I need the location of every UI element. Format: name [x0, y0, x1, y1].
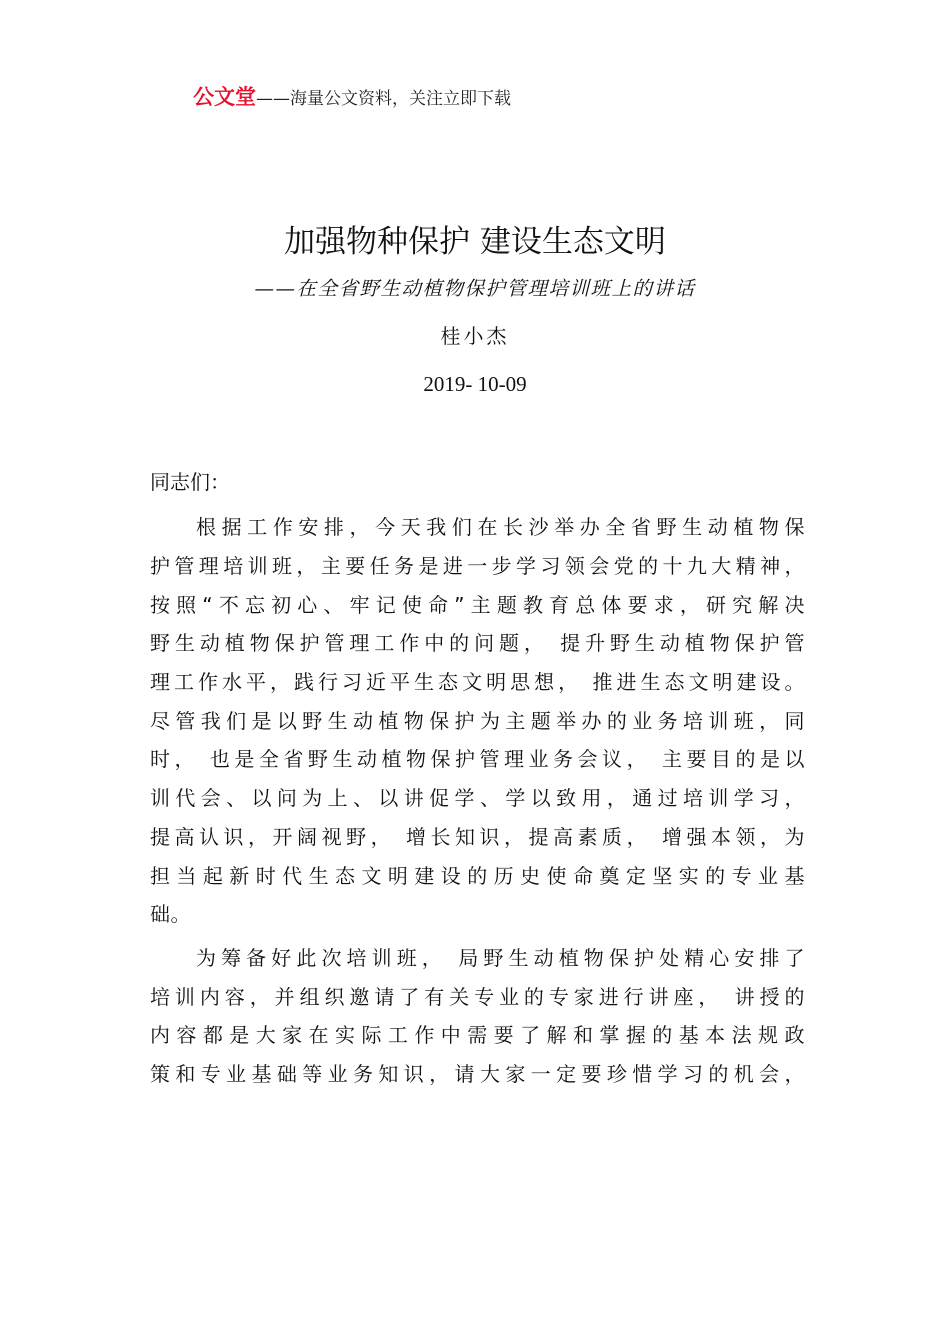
site-header: [193, 84, 511, 112]
paragraph-line: 时， 也是全省野生动植物保护管理业务会议， 主要目的是以: [150, 747, 805, 771]
paragraph-line: 理工作水平，践行习近平生态文明思想， 推进生态文明建设。: [150, 670, 805, 694]
salutation: 同志们：: [150, 470, 230, 494]
paragraph-line: 提高认识，开阔视野， 增长知识，提高素质， 增强本领，为: [150, 825, 805, 849]
document-title: 加强物种保护 建设生态文明: [284, 224, 666, 260]
header-tagline: ——海量公文资料，关注立即下载: [256, 89, 511, 109]
paragraph-line: 培训内容，并组织邀请了有关专业的专家进行讲座， 讲授的: [150, 985, 805, 1009]
paragraph-line: 为筹备好此次培训班， 局野生动植物保护处精心安排了: [196, 946, 805, 970]
paragraph-line: 训代会、以问为上、以讲促学、学以致用，通过培训学习，: [150, 786, 805, 810]
document-subtitle: ——在全省野生动植物保护管理培训班上的讲话: [254, 277, 696, 300]
paragraph-line: 础。: [150, 902, 191, 926]
paragraph-line: 按照“不忘初心、牢记使命”主题教育总体要求，研究解决: [150, 593, 805, 617]
paragraph-line: 担当起新时代生态文明建设的历史使命奠定坚实的专业基: [150, 864, 805, 888]
document-author: 桂小杰: [440, 324, 510, 348]
brand-name: 公文堂: [193, 85, 256, 109]
paragraph-line: 策和专业基础等业务知识，请大家一定要珍惜学习的机会，: [150, 1062, 805, 1086]
paragraph-line: 野生动植物保护管理工作中的问题， 提升野生动植物保护管: [150, 631, 805, 655]
document-date: 2019- 10-09: [423, 372, 527, 396]
paragraph-line: 内容都是大家在实际工作中需要了解和掌握的基本法规政: [150, 1023, 805, 1047]
paragraph-line: 根据工作安排，今天我们在长沙举办全省野生动植物保: [196, 515, 805, 539]
paragraph-line: 尽管我们是以野生动植物保护为主题举办的业务培训班，同: [150, 709, 805, 733]
paragraph-line: 护管理培训班，主要任务是进一步学习领会党的十九大精神，: [150, 554, 805, 578]
